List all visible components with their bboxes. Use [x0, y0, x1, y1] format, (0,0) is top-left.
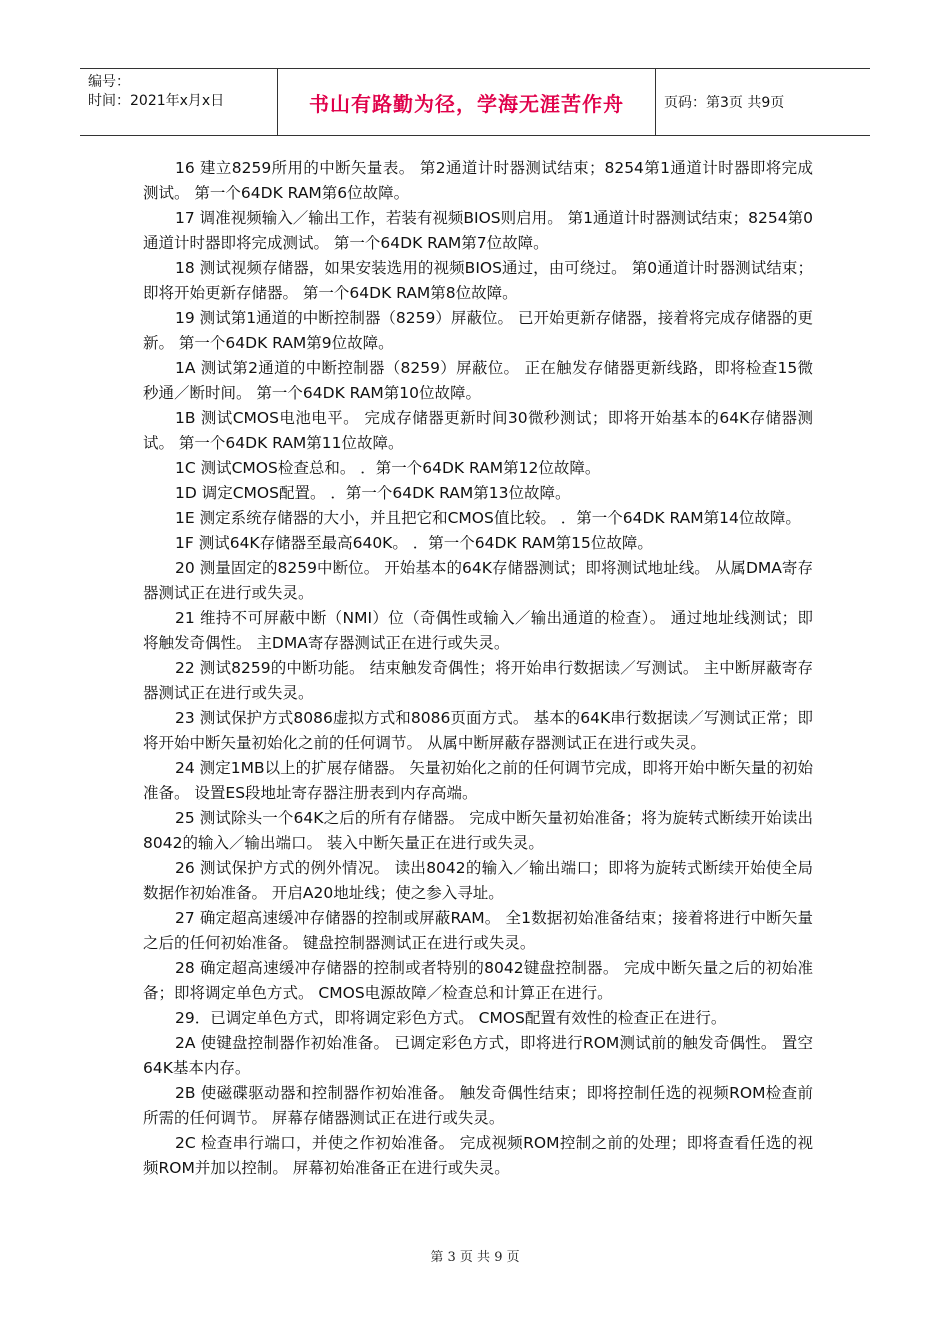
body-paragraph: 2C 检查串行端口，并使之作初始准备。 完成视频ROM控制之前的处理；即将查看任选的视频ROM并加以控制。 屏幕初始准备正在进行或失灵。 [143, 1134, 813, 1177]
body-paragraph: 1E 测定系统存储器的大小，并且把它和CMOS值比较。 ．第一个64DK RAM第14位故障。 [175, 509, 801, 527]
body-paragraph: 26 测试保护方式的例外情况。 读出8042的输入／输出端口；即将为旋转式断续开始使全局数据作初始准备。 开启A20地址线；使之参入寻址。 [143, 859, 813, 902]
body-paragraph: 27 确定超高速缓冲存储器的控制或屏蔽RAM。 全1数据初始准备结束；接着将进行中断矢量之后的任何初始准备。 键盘控制器测试正在进行或失灵。 [143, 909, 813, 952]
body-paragraph: 19 测试第1通道的中断控制器（8259）屏蔽位。 已开始更新存储器，接着将完成存储器的更新。 第一个64DK RAM第9位故障。 [143, 309, 813, 352]
body-paragraph: 24 测定1MB以上的扩展存储器。 矢量初始化之前的任何调节完成，即将开始中断矢量的初始准备。 设置ES段地址寄存器注册表到内存高端。 [143, 759, 813, 802]
page-header [80, 68, 870, 136]
body-paragraph: 1C 测试CMOS检查总和。 ．第一个64DK RAM第12位故障。 [175, 459, 601, 477]
document-date-label: 时间：2021年x月x日 [88, 93, 225, 109]
body-paragraph: 29．已调定单色方式，即将调定彩色方式。 CMOS配置有效性的检查正在进行。 [175, 1009, 727, 1027]
body-paragraph: 23 测试保护方式8086虚拟方式和8086页面方式。 基本的64K串行数据读／写测试正常；即将开始中断矢量初始化之前的任何调节。 从属中断屏蔽存器测试正在进行或失灵。 [143, 709, 813, 752]
body-paragraph: 1A 测试第2通道的中断控制器（8259）屏蔽位。 正在触发存储器更新线路，即将检查15微秒通／断时间。 第一个64DK RAM第10位故障。 [143, 359, 813, 402]
body-paragraph: 18 测试视频存储器，如果安装选用的视频BIOS通过，由可绕过。 第0通道计时器测试结束；即将开始更新存储器。 第一个64DK RAM第8位故障。 [143, 259, 813, 302]
body-paragraph: 1F 测试64K存储器至最高640K。 ．第一个64DK RAM第15位故障。 [175, 534, 653, 552]
page-footer: 第 3 页 共 9 页 [430, 1250, 520, 1265]
body-paragraph: 22 测试8259的中断功能。 结束触发奇偶性；将开始串行数据读／写测试。 主中断屏蔽寄存器测试正在进行或失灵。 [143, 659, 813, 702]
document-number-label: 编号： [88, 74, 130, 90]
header-page-label: 页码：第3页 共9页 [664, 95, 785, 111]
body-paragraph: 1D 调定CMOS配置。 ．第一个64DK RAM第13位故障。 [175, 484, 571, 502]
body-paragraph: 1B 测试CMOS电池电平。 完成存储器更新时间30微秒测试；即将开始基本的64K存储器测试。 第一个64DK RAM第11位故障。 [143, 409, 813, 452]
body-paragraph: 21 维持不可屏蔽中断（NMI）位（奇偶性或输入／输出通道的检查）。 通过地址线测试；即将触发奇偶性。 主DMA寄存器测试正在进行或失灵。 [143, 609, 813, 652]
body-paragraph: 17 调准视频输入／输出工作，若装有视频BIOS则启用。 第1通道计时器测试结束；8254第0通道计时器即将完成测试。 第一个64DK RAM第7位故障。 [143, 209, 813, 252]
body-paragraph: 16 建立8259所用的中断矢量表。 第2通道计时器测试结束；8254第1通道计时器即将完成测试。 第一个64DK RAM第6位故障。 [143, 159, 813, 202]
body-paragraph: 2B 使磁碟驱动器和控制器作初始准备。 触发奇偶性结束；即将控制任选的视频ROM检查前所需的任何调节。 屏幕存储器测试正在进行或失灵。 [143, 1084, 813, 1127]
body-paragraph: 28 确定超高速缓冲存储器的控制或者特别的8042键盘控制器。 完成中断矢量之后的初始准备；即将调定单色方式。 CMOS电源故障／检查总和计算正在进行。 [143, 959, 813, 1002]
body-paragraph: 20 测量固定的8259中断位。 开始基本的64K存储器测试；即将测试地址线。 从属DMA寄存器测试正在进行或失灵。 [143, 559, 813, 602]
header-meta [80, 69, 278, 135]
body-paragraph: 2A 使键盘控制器作初始准备。 已调定彩色方式，即将进行ROM测试前的触发奇偶性。 置空64K基本内存。 [143, 1034, 813, 1077]
document-body [143, 156, 813, 1181]
body-paragraph: 25 测试除头一个64K之后的所有存储器。 完成中断矢量初始准备；将为旋转式断续开始读出8042的输入／输出端口。 装入中断矢量正在进行或失灵。 [143, 809, 813, 852]
header-motto: 书山有路勤为径，学海无涯苦作舟 [278, 69, 656, 135]
